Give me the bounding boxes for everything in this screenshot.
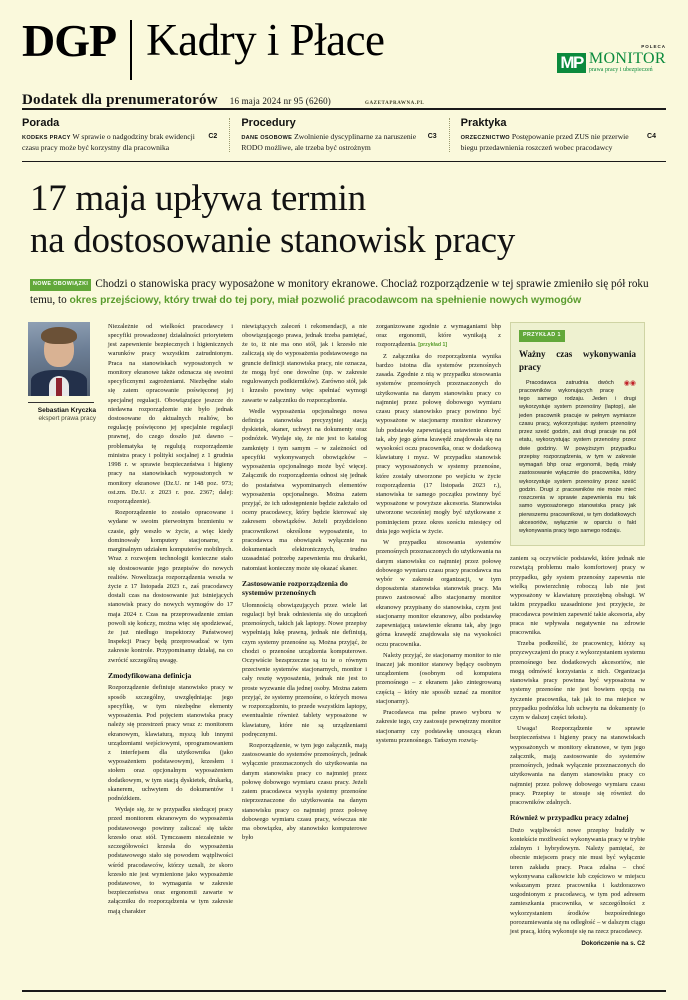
page-title [30, 178, 666, 262]
paragraph-text: zorganizowane zgodnie z wymaganiami bhp oraz ergonomii, które wynikają z rozporządzenia. [376, 322, 501, 349]
paragraph: zaniem są oczywiście podstawki, które jednak nie rozwiążą problemu mało komfortowej pracy w przypadku, gdy system przenośny zapewnia nie wielką powierzchnię roboczą lub nie jest wyposażony w klawiaturę przeziębną obsługi. W takim przypadku uzasadnione jest przyjęcie, że pracodawca powinien zapewnić takie akcesoria, aby praca nie wpływała negatywnie na zdrowie pracownika. [510, 555, 645, 637]
text-column-1 [108, 322, 242, 949]
text-column-4 [510, 322, 654, 949]
paragraph: niewiążących zaleceń i rekomendacji, a nie obowiązującego prawa, jednak trzeba pamiętać, że to, iż nie ma ono stół, jak i krzesło nie zaliczają się do wyposażenia podstawowego na gruncie definicji stanowiska pracy, nie oznacza, że mogą być one dowolne (np. w zakresie regulowanych podkierników). Zarówno stół, jak i krzesło powinny więc spełniać wymogi zawarte w załączniku do rozporządzenia. [242, 322, 367, 404]
example-tag: PRZYKŁAD 1 [519, 330, 565, 342]
avatar-tie [56, 378, 62, 396]
paragraph: Uwaga! Rozporządzenie w sprawie bezpieczeństwa i higieny pracy na stanowiskach wyposażonych w monitory ekranowe, w tym jego załącznik, mają zastosowanie do systemów przenośnych, jednak wyłącznie przeznaczonych do użytkowania na danym stanowisku pracy co najmniej przez połowę dobowego wymiaru czasu pracy. Przepisy te stosuje się również do pracowników zdalnych. [510, 725, 645, 806]
footer-rule [22, 990, 666, 992]
text-column-2 [242, 322, 376, 949]
issue-line: 16 maja 2024 nr 95 (6260) [229, 96, 331, 106]
lead-plain-text: Chodzi o stanowiska pracy wyposażone w monitory ekranowe. Chociaż rozporządzenie w tej sprawie zmieniło się pół roku temu, to [30, 278, 649, 307]
site-url[interactable]: GAZETAPRAWNA.PL [364, 101, 425, 106]
continuation-note[interactable]: Dokończenie na s. C2 [581, 940, 645, 948]
subheading: Zmodyfikowana definicja [108, 670, 192, 680]
promo-tagline: prawa pracy i ubezpieczeń [588, 67, 653, 73]
author-divider [28, 402, 94, 403]
paragraph: Niezależnie od wielkości pracodawcy i specyfiki prowadzonej działalności priorytetem jest zapewnienie bezpiecznych i higienicznych warunków pracy wszystkim zatrudnionym. Praca na stanowiskach wyposażonych w monitory ekranowe także odznacza się swoimi specyficznymi zagrożeniami. Niezbędne stało się zatem opracowanie poświęconej jej specjalnej regulacji. Obowiązujące jeszcze do niedawna rozporządzenie nie było jednak dostosowane do aktualnych realiów, bo regulację poświęcono jej specjalnie regulacji prawnej, do czego doszło już dawno – problematyka tę regulują rozporządzenie ministra pracy i polityki socjalnej z 1 grudnia 1998 r. w sprawie bezpieczeństwa i higieny pracy na stanowiskach wyposażonych w monitory ekranowe (Dz.U. nr 148 poz. 973; ost.zm. Dz.U. z 2023 r. poz. 2367; dalej: rozporządzenie). [108, 322, 233, 505]
author-box [22, 322, 108, 949]
teaser-kicker: KODEKS PRACY [22, 135, 71, 141]
masthead-divider [130, 20, 132, 80]
paragraph: Dużo wątpliwości nowe przepisy budziły w kontekście możliwości wykonywania pracy w trybie zdalnym i hybrydowym. Należy pamiętać, że obecnie miejscem pracy nie musi być wyłącznie teren zakładu pracy. Praca zdalna – choć wykonywana całkowicie lub częściowo w miejscu wskazanym przez pracownika i każdorazowo uzgodnionym z pracodawcą, w tym pod adresem zamieszkania pracownika, w szczególności z wykorzystaniem środków bezpośredniego porozumiewania się na odległość – w dalszym ciągu jest pracą, którą wykonuje się na rzecz pracodawcy. [510, 826, 645, 936]
teaser-item[interactable] [227, 117, 446, 153]
teaser-text: Zwolnienie dyscyplinarne za naruszenie RODO możliwe, ale trzeba być ostrożnym [241, 132, 417, 152]
paragraph: Trzeba podkreślić, że pracownicy, którzy są przyzwyczajeni do pracy z wykorzystaniem systemu przenośnego bez dodatkowych akcesoriów, nie mogą odmówić korzystania z nich. Organizacja stanowiska pracy powinna być wyposażona w systemy przenośne nie jest bowiem opcją na życzenie pracownika, tak jak to ma miejsce w przypadku podnóżka lub uchwytu na dokumenty (o czym w dalszej części tekstu). [510, 640, 645, 721]
teaser-page: C2 [208, 133, 218, 140]
paragraph: Należy przyjąć, że stacjonarny monitor to nie inaczej jak monitor stanowy będący osobnym urządzeniem (osobnym od komputera przenośnego – z ekranem jako zintegrowaną częścią – który nie sposób uznać za monitor stacjonarny). [376, 651, 501, 705]
example-title: Ważny czas wykonywania pracy [519, 348, 636, 372]
paragraph: W przypadku stosowania systemów przenośnych przeznaczonych do użytkowania na danym stanowisku co najmniej przez połowę dobowego wymiaru czasu pracy pracodawca ma wybór w zakresie organizacji, w tym doposażenia stanowiska stanowisk pracy. Ma prawo zastosować albo stacjonarny monitor ekranowy przypisany do stanowiska, czym jest stacjonarny monitor ekranowy, albo podstawkę zapewniającą ustawienie ekranu tak, aby jego górna krawędź znajdowała się na wysokości oczu pracownika. [376, 539, 501, 648]
lead-badge: NOWE OBOWIĄZKI [30, 279, 91, 291]
teaser-strip [22, 110, 666, 161]
paragraph: Wedle wyposażenia opcjonalnego nowa definicja stanowiska precyzyjniej stacją dyskietek, skaner, uchwyt na dokumenty oraz podnóżek. Wydaje się, że nie jest to katalog zamknięty i tym samym – w zależności od specyfiki wykonywanych obowiązków – wyposażenia opcjonalnego może być więcej. Załącznik do rozporządzenia odnosi się jednak do postaństwa wypominanych elementów wyposażenia opcjonalnego. Można zatem przyjąć, że ich udostępnienie będzie zależało od oceny pracodawcy, który będzie kierować się zakresem obowiązków. Jeżeli przydzielono pracownikowi określone wyposażenie, to pracodawca ma obowiązek wyłącznie na dokumentach elektronicznych, trudno uzasadniać potrzebę zapewnienia mu drukarki, natomiast konieczny może się okazać skaner. [242, 407, 367, 572]
paragraph: Rozporządzenie definiuje stanowisko pracy w sposób szczególny, uwzględniając jego specyfikę, w tym niezbędne elementy wyposażenia. Pod pojęciem stanowiska pracy należy się przestrzeń pracy wraz z: monitorem ekranowym, klawiaturą, myszą lub innymi urządzeniami wejściowymi, oprogramowaniem z interfejsem dla użytkownika (jako wyposażeniem podstawowym), krzesłem i stołem oraz opcjonalnym wyposażeniem dodatkowym, w tym stacją dyskietek, drukarką, skanerem, uchwytem do dokumentów i podnóżkiem. [108, 684, 233, 803]
promo-name: MONITOR [588, 50, 666, 67]
teaser-body [241, 132, 436, 153]
teaser-title: Porada [22, 117, 60, 129]
example-body-text: Pracodawca zatrudnia dwóch pracowników wykonujących pracę tego samego rodzaju. Jeden i drugi wykorzystuje system przenośny (laptop), ale jeden pracownik pracuje w pełnym wymiarze czasu pracy, wykorzystując system przenośny przez sześć godzin, zaś drugi pracuje na pół etatu, wykorzystując system przenośny przez dwie godziny. W powyższym przypadku przepisy rozporządzenia, w tym w zakresie wymagań bhp oraz ergonomii, będą miały zastosowanie wyłącznie do pracownika, który wykorzystuje system przenośny przez sześć godzin. Drugi z pracowników nie może mieć roszczenia w sprawie zapewnienia mu tak samo wyposażonego stanowiska pracy jak pierwszemu pracownikowi, w tym dodatkowych akcesoriów, wyłącznie w oparciu o fakt wykonywania pracy tego samego rodzaju. [519, 379, 636, 535]
masthead [22, 0, 666, 108]
text-column-3 [376, 322, 510, 949]
paragraph: Wydaje się, że w przypadku siedzącej pracy przed monitorem ekranowym do wyposażenia podstawowego powinny zaliczać się także krzesło oraz stół. Tymczasem niezależnie w szczegółowości krzesła do wyposażenia podstawowego stało się powodem wątpliwości wśród pracodawców, którzy uznali, że skoro krzesło nie jest wymienione jako wyposażenie podstawowe, to wymagania w zakresie bezpieczeństwa oraz ergonomii zawarte w załączniku do rozporządzenia w tym zakresie mają charakter [108, 806, 233, 915]
teaser-kicker: ORZECZNICTWO [460, 135, 510, 141]
section-title: Kadry i Płace [146, 15, 385, 65]
teaser-rule [22, 161, 666, 162]
mp-mark-icon: MP [557, 53, 586, 73]
teaser-body [461, 132, 656, 153]
promo-text [589, 51, 666, 74]
paragraph [376, 322, 501, 350]
promo-monitor[interactable] [557, 44, 666, 74]
author-name: Sebastian Kryczka [37, 406, 96, 414]
avatar-hair [41, 327, 77, 344]
promo-logo-row [557, 51, 666, 74]
paragraph: Rozporządzenie to zostało opracowane i wydane w swoim pierwotnym brzmieniu w czasie, gdy weszło w życie, a więc kiedy dominowały komputery stacjonarne, z marginalnym udziałem komputerów mobilnych. Wraz z rozwojem technologii konieczne stało się dostosowanie jego przepisów do nowych realiów. Nowelizacja rozporządzenia weszła w życie z 17 listopada 2023 r., zaś pracodawcy dostali czas na dostosowanie już istniejących stanowisk pracy do nowych wymogów do 17 maja 2024 r. Czas na przeprowadzenie zmian powoli się kończy, można więc się spodziewać, że już niedługo inspektorzy Państwowej Inspekcji Pracy będą przeprowadzać w tym zakresie kontrole. Przypominamy działaj, na co zwrócić szczególną uwagę. [108, 509, 233, 664]
teaser-title: Praktyka [460, 117, 507, 129]
teaser-page: C4 [647, 133, 656, 140]
paragraph: Ułomnością obowiązujących przez wiele lat regulacji był brak odniesienia się do urządzeń przenośnych, takich jak laptopy. Nowe przepisy wypełniają lukę prawną, jednak nie definiują, czym systemy przenośne są. Można przyjąć, że chodzi o przenośne urządzenia komputerowe. Oczywiście bezsprzeczne są tu te o równym przeciwnie systemów stacjonarnych, monitor i cały resztę wyposażenia, jednak nie jest to proste wyzwanie dla jednej osoby. Można zatem przyjąć, że systemy przenośne, o których mowa w rozporządzeniu, to przede wszystkim laptopy, ewentualnie również tablety wyposażone w klawiaturę, które nie są urządzeniami podręcznymi. [242, 601, 367, 738]
lead-highlight-text: okres przejściowy, który trwał do tej pory, miał pozwolić pracodawcom na spełnienie nowych wymogów [69, 295, 582, 307]
paragraph: Rozporządzenie, w tym jego załącznik, mają zastosowanie do systemów przenośnych, jednak wyłącznie przeznaczonych do użytkowania na danym stanowisku pracy co najmniej przez połowę dobowego wymiaru czasu pracy. Jeżeli zatem pracodawca wysyła systemy przenośne nieprzeznaczone do użytkowania na danym stanowisku pracy co najmniej przez połowę dobowego wymiaru czasu pracy, wówczas nie ma obowiązku, aby stanowisko komputerowe było [242, 741, 367, 842]
teaser-item[interactable] [447, 117, 666, 153]
paragraph: Z załącznika do rozporządzenia wynika bardzo istotna dla systemów przenośnych zasada. Zgodnie z nią w przypadku stosowania systemów przenośnych przeznaczonych do użytkowania na danym stanowisku pracy co najmniej przez połowę dobowego wymiaru czasu pracy stanowisko pracy powinno być wyposażone w stacjonarny monitor ekranowy lub podstawkę zapewniającą ustawienie ekranu tak, aby jego górna krawędź znajdowała się na wysokości oczu pracownika, oraz w dodatkową klawiaturę i mysz. W przypadku stanowisk pracy wyposażonych w systemy przenośne, które zostały utworzone po wejściu w życie rozporządzenia (17 listopada 2023 r.), stanowiska te samego początku powinny być wyposażone w powyższe akcesoria. Stanowiska utworzone wcześniej mogły być użytkowane z pominięciem przez okres sześciu miesięcy od dnia jego wejścia w życie. [376, 352, 501, 535]
teaser-text: Postępowanie przed ZUS nie przerwie biegu przedawnienia roszczeń wobec pracodawcy [460, 132, 629, 152]
teaser-text: W sprawie o nadgodziny brak ewidencji czasu pracy może być korzystny dla pracownika [22, 132, 195, 152]
promo-label: POLECA [641, 44, 666, 49]
teaser-kicker: DANE OSOBOWE [241, 135, 293, 141]
teaser-body [22, 132, 217, 153]
avatar [28, 322, 90, 396]
article-body [22, 322, 666, 949]
paragraph: Pracodawca ma pełne prawo wyboru w zakresie tego, czy zastosuje pewnętrzny monitor stacjonarny czy podstawkę unoszącą ekran systemu przenośnego. Tańszym rozwią- [376, 709, 501, 744]
teaser-page: C3 [427, 133, 437, 140]
teaser-item[interactable] [22, 117, 227, 153]
headline-line-1: 17 maja upływa termin [30, 177, 366, 219]
masthead-subrow [22, 92, 666, 109]
end-mark-icon: ◉◉ [623, 379, 636, 387]
example-body [519, 379, 636, 536]
subheading: Również w przypadku pracy zdalnej [510, 813, 629, 823]
author-role: ekspert prawa pracy [38, 415, 96, 423]
example-reference[interactable]: [przykład 1] [418, 342, 448, 349]
teaser-title: Procedury [241, 117, 296, 129]
brand-logo[interactable]: DGP [22, 15, 117, 66]
lead-paragraph [30, 276, 666, 309]
headline-line-2: na dostosowanie stanowisk pracy [30, 219, 515, 261]
subheading: Zastosowanie rozporządzenia do systemów przenośnych [242, 578, 348, 598]
example-box [510, 322, 645, 546]
supplement-label: Dodatek dla prenumeratorów [22, 92, 218, 108]
